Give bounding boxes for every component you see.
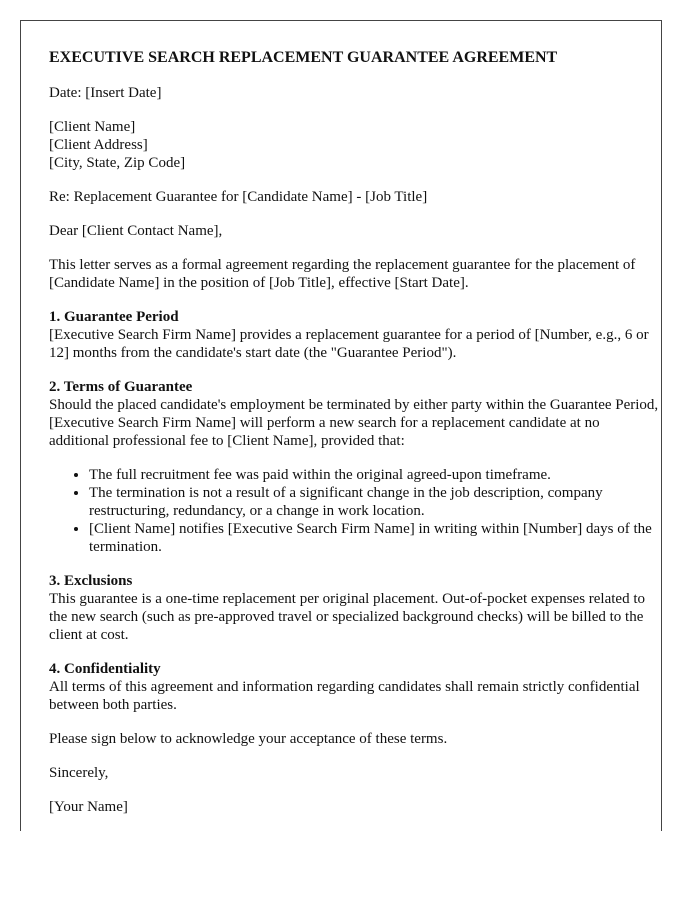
section-guarantee-period [49, 308, 661, 362]
date-line: Date: [Insert Date] [49, 85, 162, 101]
section-exclusions [49, 572, 661, 644]
section-heading: 1. Guarantee Period [49, 309, 179, 325]
document-title: EXECUTIVE SEARCH REPLACEMENT GUARANTEE AGREEMENT [49, 49, 558, 66]
list-item: • The termination is not a result of a significant change in the job description, company restructuring, redundancy, or a change in work location. [89, 484, 661, 520]
section-body: This guarantee is a one-time replacement per original placement. Out-of-pocket expenses related to the new search (such as pre-approved travel or specialized background checks) will be billed to the client at cost. [49, 591, 646, 643]
section-confidentiality [49, 660, 661, 714]
subject-line: Re: Replacement Guarantee for [Candidate Name] - [Job Title] [49, 189, 428, 205]
section-heading: 3. Exclusions [49, 573, 133, 589]
sign-request: Please sign below to acknowledge your acceptance of these terms. [49, 731, 448, 747]
section-heading: 4. Confidentiality [49, 661, 161, 677]
section-terms [49, 378, 661, 450]
client-name: [Client Name] [49, 119, 136, 135]
client-city: [City, State, Zip Code] [49, 155, 186, 171]
list-item: • [Client Name] notifies [Executive Search Firm Name] in writing within [Number] days of the termination. [89, 520, 661, 556]
closing: Sincerely, [49, 765, 109, 781]
intro-paragraph: This letter serves as a formal agreement regarding the replacement guarantee for the placement of [Candidate Name] in the position of [Job Title], effective [Start Date]. [49, 257, 636, 291]
client-address-block [49, 118, 661, 172]
document-page [20, 20, 662, 831]
client-address: [Client Address] [49, 137, 148, 153]
list-item: • The full recruitment fee was paid within the original agreed-upon timeframe. [89, 466, 661, 484]
signature-name: [Your Name] [49, 799, 128, 815]
section-body: All terms of this agreement and information regarding candidates shall remain strictly confidential between both parties. [49, 679, 640, 713]
section-heading: 2. Terms of Guarantee [49, 379, 193, 395]
terms-list [49, 466, 661, 556]
section-body: [Executive Search Firm Name] provides a replacement guarantee for a period of [Number, e.g., 6 or 12] months from the candidate's start date (the "Guarantee Period"). [49, 327, 649, 361]
section-body: Should the placed candidate's employment be terminated by either party within the Guarantee Period, [Executive Search Firm Name] will perform a new search for a replacement candidate at no additional professional fee to [Client Name], provided that: [49, 397, 659, 449]
salutation: Dear [Client Contact Name], [49, 223, 223, 239]
